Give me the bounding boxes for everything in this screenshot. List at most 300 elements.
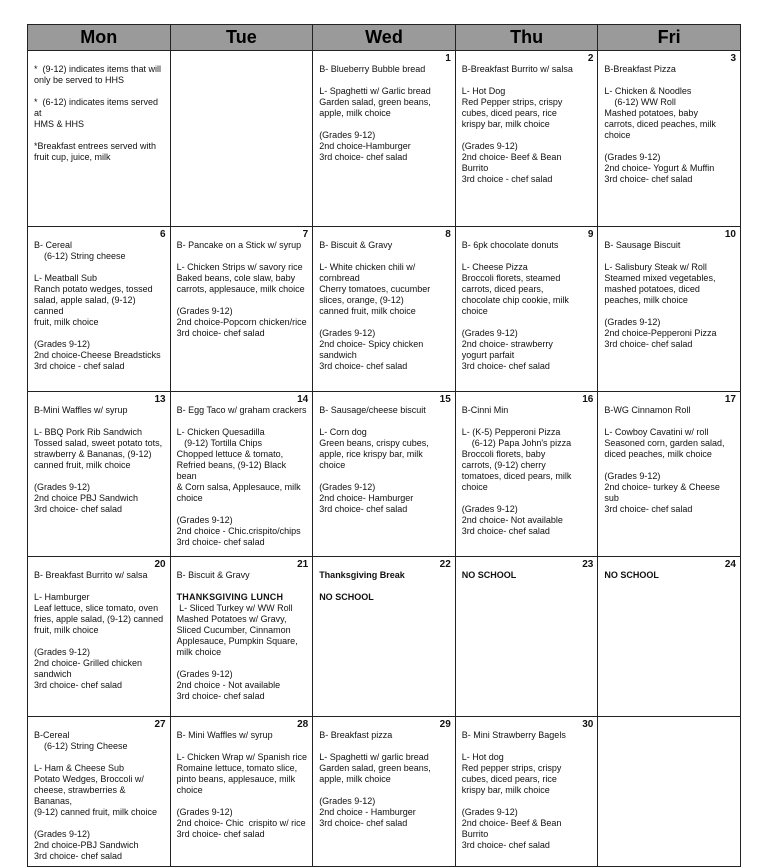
menu-line: 3rd choice- chef salad — [319, 361, 408, 371]
menu-line: 2nd choice-Pepperoni Pizza — [604, 328, 717, 338]
menu-line — [34, 86, 166, 97]
day-number: 16 — [582, 394, 594, 405]
menu-line: L- BBQ Pork Rib Sandwich — [34, 427, 143, 437]
menu-line: B- Mini Strawberry Bagels — [461, 730, 566, 740]
menu-line: & Corn salsa, Applesauce, milk — [176, 482, 301, 492]
menu-entries — [177, 405, 309, 548]
menu-line: Seasoned corn, garden salad, — [604, 438, 725, 448]
menu-entries — [34, 405, 166, 515]
menu-line: 3rd choice- chef salad — [319, 152, 408, 162]
menu-line: Sliced Cucumber, Cinnamon — [176, 625, 291, 635]
menu-line: Baked beans, cole slaw, baby — [176, 273, 296, 283]
menu-line: cubes, diced pears, rice — [461, 108, 557, 118]
menu-line: B- Sausage/cheese biscuit — [319, 405, 426, 415]
menu-line: 2nd choice - Not available — [176, 680, 281, 690]
menu-line: *Breakfast entrees served with — [34, 141, 157, 151]
menu-line — [319, 251, 451, 262]
menu-line: mashed potatoes, diced — [604, 284, 700, 294]
menu-line: (6-12) String Cheese — [34, 741, 128, 751]
menu-line: salad, apple salad, (9-12) canned — [34, 295, 139, 316]
menu-line: B- Biscuit & Gravy — [176, 570, 250, 580]
day-number: 30 — [582, 719, 594, 730]
menu-line — [34, 328, 166, 339]
menu-line: krispy bar, milk choice — [461, 119, 550, 129]
week-row — [28, 392, 741, 557]
menu-line: 2nd choice- Grilled chicken — [34, 658, 143, 668]
menu-line: Cherry tomatoes, cucumber — [319, 284, 431, 294]
menu-line — [177, 741, 309, 752]
menu-line: fruit, milk choice — [34, 625, 99, 635]
menu-entries — [177, 240, 309, 339]
menu-line: 2nd choice- Not available — [461, 515, 563, 525]
menu-line: (9-12) canned fruit, milk choice — [34, 807, 158, 817]
menu-line: 3rd choice- chef salad — [34, 851, 123, 861]
menu-line — [319, 581, 451, 592]
menu-line — [604, 251, 736, 262]
menu-line: (Grades 9-12) — [461, 328, 518, 338]
week-row — [28, 557, 741, 717]
menu-line: B- Cereal — [34, 240, 73, 250]
menu-line: THANKSGIVING LUNCH — [176, 592, 284, 602]
day-cell-tue — [170, 392, 313, 557]
menu-line: 3rd choice- chef salad — [319, 818, 408, 828]
menu-line: (Grades 9-12) — [604, 152, 661, 162]
menu-line: Mashed potatoes, baby — [604, 108, 698, 118]
menu-line: (9-12) Tortilla Chips — [176, 438, 262, 448]
menu-line: B- Egg Taco w/ graham crackers — [176, 405, 307, 415]
menu-line — [177, 416, 309, 427]
menu-line: tomatoes, diced pears, milk — [461, 471, 572, 481]
menu-line: slices, orange, (9-12) — [319, 295, 404, 305]
menu-line: Garden salad, green beans, — [319, 97, 431, 107]
menu-line: Burrito — [461, 163, 489, 173]
header-mon: Mon — [28, 25, 171, 51]
day-number — [34, 53, 166, 64]
day-number: 13 — [154, 394, 166, 405]
day-cell-fri — [598, 227, 741, 392]
menu-line: (Grades 9-12) — [319, 482, 376, 492]
menu-line: 2nd choice- turkey & Cheese — [604, 482, 720, 492]
day-number: 24 — [724, 559, 736, 570]
menu-line: 2nd choice- strawberry — [461, 339, 553, 349]
day-cell-wed — [313, 227, 456, 392]
menu-line: fruit, milk choice — [34, 317, 99, 327]
day-number: 2 — [587, 53, 594, 64]
menu-line: sandwich — [34, 669, 72, 679]
menu-line: B-Cinni Min — [461, 405, 509, 415]
menu-line: Garden salad, green beans, — [319, 763, 431, 773]
menu-line: L- Hamburger — [34, 592, 90, 602]
day-cell-wed — [313, 392, 456, 557]
menu-entries — [604, 64, 736, 185]
menu-line: B-Mini Waffles w/ syrup — [34, 405, 128, 415]
menu-line — [462, 130, 594, 141]
menu-line: 3rd choice- chef salad — [604, 174, 693, 184]
menu-line: choice — [176, 493, 203, 503]
menu-line: 3rd choice- chef salad — [176, 537, 265, 547]
menu-line — [34, 130, 166, 141]
menu-line: L- Cheese Pizza — [461, 262, 528, 272]
calendar-table — [27, 24, 741, 867]
menu-line: peaches, milk choice — [604, 295, 688, 305]
menu-line: 3rd choice- chef salad — [34, 680, 123, 690]
day-cell-thu — [455, 717, 598, 867]
menu-line — [462, 796, 594, 807]
menu-line — [34, 818, 166, 829]
menu-line: B- Sausage Biscuit — [604, 240, 681, 250]
menu-line — [177, 295, 309, 306]
day-number: 14 — [297, 394, 309, 405]
menu-line: B- Pancake on a Stick w/ syrup — [176, 240, 302, 250]
menu-line: L- Spaghetti w/ Garlic bread — [319, 86, 431, 96]
day-cell-wed — [313, 557, 456, 717]
menu-line: chocolate chip cookie, milk — [461, 295, 569, 305]
menu-line — [177, 581, 309, 592]
menu-line: Romaine lettuce, tomato slice, — [176, 763, 298, 773]
menu-line: B- Mini Waffles w/ syrup — [176, 730, 273, 740]
menu-line: 3rd choice - chef salad — [461, 174, 553, 184]
menu-line: 2nd choice- Beef & Bean — [461, 818, 562, 828]
menu-line: apple, milk choice — [319, 774, 391, 784]
menu-line — [177, 504, 309, 515]
lunch-menu-calendar — [27, 24, 741, 867]
menu-line — [319, 785, 451, 796]
menu-line: 3rd choice- chef salad — [604, 339, 693, 349]
day-cell-wed — [313, 51, 456, 227]
menu-line: L- (K-5) Pepperoni Pizza — [461, 427, 561, 437]
menu-line: 3rd choice- chef salad — [319, 504, 408, 514]
menu-line — [34, 636, 166, 647]
day-cell-tue — [170, 557, 313, 717]
menu-entries — [319, 570, 451, 603]
menu-line: L- Chicken & Noodles — [604, 86, 692, 96]
day-number: 22 — [439, 559, 451, 570]
menu-line: L- Spaghetti w/ garlic bread — [319, 752, 429, 762]
menu-line — [319, 416, 451, 427]
menu-line: Red Pepper strips, crispy — [461, 97, 563, 107]
menu-line: (Grades 9-12) — [461, 807, 518, 817]
menu-line: 2nd choice - Chic.crispito/chips — [176, 526, 301, 536]
menu-entries — [34, 240, 166, 372]
menu-line: Broccoli florets, steamed — [461, 273, 561, 283]
day-number: 8 — [445, 229, 451, 240]
menu-line: yogurt parfait — [461, 350, 515, 360]
menu-line: apple, milk choice — [319, 108, 391, 118]
weekday-header-row — [28, 25, 741, 51]
menu-line: (Grades 9-12) — [319, 796, 376, 806]
menu-line: (Grades 9-12) — [319, 130, 376, 140]
menu-line: L- Chicken Wrap w/ Spanish rice — [176, 752, 307, 762]
menu-line: canned fruit, milk choice — [34, 460, 131, 470]
menu-line: (Grades 9-12) — [461, 504, 518, 514]
menu-line: Mashed Potatoes w/ Gravy, — [176, 614, 287, 624]
menu-line: fries, apple salad, (9-12) canned — [34, 614, 164, 624]
menu-line — [34, 416, 166, 427]
menu-line: 3rd choice- chef salad — [34, 504, 123, 514]
menu-line — [319, 471, 451, 482]
menu-line: (Grades 9-12) — [176, 807, 233, 817]
menu-line: (6-12) WW Roll — [604, 97, 676, 107]
menu-line: choice — [176, 785, 203, 795]
week-row — [28, 51, 741, 227]
menu-line: (Grades 9-12) — [34, 482, 91, 492]
menu-line: L- Chicken Quesadilla — [176, 427, 265, 437]
menu-line — [604, 75, 736, 86]
menu-line — [604, 306, 736, 317]
menu-line: krispy bar, milk choice — [461, 785, 550, 795]
day-cell-fri — [598, 51, 741, 227]
menu-line: L- Meatball Sub — [34, 273, 98, 283]
day-number — [177, 53, 309, 64]
day-number: 1 — [445, 53, 451, 64]
menu-line: L- Chicken Strips w/ savory rice — [176, 262, 303, 272]
week-row — [28, 227, 741, 392]
day-cell-thu — [455, 392, 598, 557]
menu-line: carrots, diced peaches, milk — [604, 119, 716, 129]
menu-line: (Grades 9-12) — [604, 317, 661, 327]
menu-line: (Grades 9-12) — [319, 328, 376, 338]
menu-line — [177, 796, 309, 807]
menu-entries — [604, 405, 736, 515]
day-number: 6 — [160, 229, 166, 240]
menu-line: 2nd choice- Chic crispito w/ rice — [176, 818, 306, 828]
menu-line: carrots, (9-12) cherry — [461, 460, 546, 470]
menu-line: 2nd choice-Hamburger — [319, 141, 411, 151]
menu-line — [462, 75, 594, 86]
day-cell-fri — [598, 392, 741, 557]
day-cell-mon — [28, 51, 171, 227]
menu-line: B- 6pk chocolate donuts — [461, 240, 559, 250]
menu-line: (Grades 9-12) — [604, 471, 661, 481]
menu-line — [177, 658, 309, 669]
menu-line: B- Blueberry Bubble bread — [319, 64, 426, 74]
menu-line — [34, 752, 166, 763]
day-number: 15 — [439, 394, 451, 405]
header-fri: Fri — [598, 25, 741, 51]
menu-line: (Grades 9-12) — [176, 306, 233, 316]
menu-line: 3rd choice- chef salad — [176, 328, 265, 338]
menu-entries — [34, 64, 166, 163]
day-cell-tue — [170, 51, 313, 227]
menu-line: (Grades 9-12) — [34, 829, 91, 839]
menu-line: L- Sliced Turkey w/ WW Roll — [176, 603, 293, 613]
menu-line: L- Hot Dog — [461, 86, 506, 96]
day-number: 3 — [730, 53, 736, 64]
day-number: 23 — [582, 559, 594, 570]
day-number: 17 — [724, 394, 736, 405]
menu-line: 2nd choice PBJ Sandwich — [34, 493, 139, 503]
day-cell-fri — [598, 557, 741, 717]
menu-line — [462, 741, 594, 752]
menu-line: only be served to HHS — [34, 75, 125, 85]
menu-line: cheese, strawberries & Bananas, — [34, 785, 129, 806]
day-cell-mon — [28, 227, 171, 392]
menu-line: 3rd choice- chef salad — [461, 840, 550, 850]
menu-entries — [462, 240, 594, 372]
day-cell-thu — [455, 557, 598, 717]
menu-line: HMS & HHS — [34, 119, 85, 129]
menu-line — [34, 262, 166, 273]
menu-line: (Grades 9-12) — [176, 515, 233, 525]
menu-line: milk choice — [176, 647, 222, 657]
menu-line: NO SCHOOL — [604, 570, 659, 580]
menu-line: 3rd choice- chef salad — [176, 829, 265, 839]
day-cell-thu — [455, 227, 598, 392]
menu-line: Ranch potato wedges, tossed — [34, 284, 153, 294]
menu-entries — [34, 730, 166, 862]
menu-entries — [319, 240, 451, 372]
menu-line: canned fruit, milk choice — [319, 306, 416, 316]
menu-line: L- Cowboy Cavatini w/ roll — [604, 427, 709, 437]
menu-line: apple, rice krispy bar, milk — [319, 449, 423, 459]
menu-line: * (9-12) indicates items that will — [34, 64, 162, 74]
menu-entries — [462, 730, 594, 851]
menu-line — [604, 416, 736, 427]
menu-line — [177, 251, 309, 262]
day-cell-fri — [598, 717, 741, 867]
menu-line: 3rd choice- chef salad — [461, 526, 550, 536]
week-row — [28, 717, 741, 867]
day-cell-mon — [28, 717, 171, 867]
menu-entries — [177, 730, 309, 840]
menu-line: 2nd choice-Cheese Breadsticks — [34, 350, 161, 360]
menu-line: Tossed salad, sweet potato tots, — [34, 438, 163, 448]
menu-line: 2nd choice- Spicy chicken — [319, 339, 424, 349]
menu-line — [462, 416, 594, 427]
day-number: 29 — [439, 719, 451, 730]
menu-line: Refried beans, (9-12) Black bean — [176, 460, 289, 481]
menu-line — [319, 75, 451, 86]
day-cell-tue — [170, 717, 313, 867]
menu-line: strawberry & Bananas, (9-12) — [34, 449, 152, 459]
menu-line: cubes, diced pears, rice — [461, 774, 557, 784]
menu-line: choice — [461, 306, 488, 316]
menu-line: cornbread — [319, 273, 360, 283]
menu-line: B-WG Cinnamon Roll — [604, 405, 691, 415]
menu-entries — [462, 405, 594, 537]
menu-line — [34, 581, 166, 592]
header-tue: Tue — [170, 25, 313, 51]
menu-line — [34, 471, 166, 482]
menu-line: (Grades 9-12) — [461, 141, 518, 151]
day-number: 7 — [302, 229, 309, 240]
menu-line: sub — [604, 493, 619, 503]
menu-entries — [604, 240, 736, 350]
menu-line: L- Hot dog — [461, 752, 504, 762]
menu-line: Potato Wedges, Broccoli w/ — [34, 774, 144, 784]
menu-line: diced peaches, milk choice — [604, 449, 712, 459]
day-number: 9 — [587, 229, 594, 240]
menu-line — [319, 741, 451, 752]
header-thu: Thu — [455, 25, 598, 51]
day-number: 27 — [154, 719, 166, 730]
menu-entries — [604, 570, 736, 581]
menu-line: Green beans, crispy cubes, — [319, 438, 429, 448]
day-number: 21 — [297, 559, 309, 570]
menu-line: choice — [461, 482, 488, 492]
menu-entries — [319, 405, 451, 515]
menu-entries — [462, 570, 594, 581]
menu-line: 3rd choice- chef salad — [604, 504, 693, 514]
menu-entries — [177, 570, 309, 702]
menu-line: L- White chicken chili w/ — [319, 262, 416, 272]
menu-entries — [319, 64, 451, 163]
menu-line: pinto beans, applesauce, milk — [176, 774, 296, 784]
menu-line — [462, 251, 594, 262]
menu-line: B-Breakfast Pizza — [604, 64, 676, 74]
day-cell-mon — [28, 392, 171, 557]
menu-line: L- Salisbury Steak w/ Roll — [604, 262, 707, 272]
menu-line: 3rd choice- chef salad — [176, 691, 265, 701]
menu-line: Thanksgiving Break — [319, 570, 405, 580]
menu-line: NO SCHOOL — [461, 570, 517, 580]
menu-entries — [462, 64, 594, 185]
menu-line: 2nd choice - Hamburger — [319, 807, 416, 817]
menu-line: sandwich — [319, 350, 357, 360]
menu-line: Leaf lettuce, slice tomato, oven — [34, 603, 159, 613]
menu-line: L- Ham & Cheese Sub — [34, 763, 125, 773]
menu-line — [462, 317, 594, 328]
menu-line: (Grades 9-12) — [34, 339, 91, 349]
menu-line: (Grades 9-12) — [34, 647, 91, 657]
menu-line: carrots, diced pears, — [461, 284, 544, 294]
menu-line: B- Breakfast Burrito w/ salsa — [34, 570, 148, 580]
menu-line: 2nd choice- Yogurt & Muffin — [604, 163, 715, 173]
menu-line: B- Biscuit & Gravy — [319, 240, 393, 250]
menu-line — [319, 317, 451, 328]
menu-line: Burrito — [461, 829, 489, 839]
day-number: 10 — [724, 229, 736, 240]
menu-line: 2nd choice- Beef & Bean — [461, 152, 562, 162]
day-number: 20 — [154, 559, 166, 570]
menu-line: Steamed mixed vegetables, — [604, 273, 716, 283]
menu-line: Chopped lettuce & tomato, — [176, 449, 284, 459]
menu-line: Red pepper strips, crispy — [461, 763, 562, 773]
menu-line: Broccoli florets, baby — [461, 449, 546, 459]
day-number: 28 — [297, 719, 309, 730]
menu-line: choice — [319, 460, 346, 470]
menu-line: 2nd choice- Hamburger — [319, 493, 414, 503]
day-cell-thu — [455, 51, 598, 227]
menu-line — [604, 460, 736, 471]
menu-line: Applesauce, Pumpkin Square, — [176, 636, 298, 646]
menu-line: choice — [604, 130, 631, 140]
menu-line: 2nd choice-Popcorn chicken/rice — [176, 317, 307, 327]
menu-line: 3rd choice- chef salad — [461, 361, 550, 371]
menu-line: B-Cereal — [34, 730, 70, 740]
day-cell-wed — [313, 717, 456, 867]
menu-line: B- Breakfast pizza — [319, 730, 393, 740]
day-cell-mon — [28, 557, 171, 717]
menu-line: 3rd choice - chef salad — [34, 361, 125, 371]
menu-line: (Grades 9-12) — [176, 669, 233, 679]
day-cell-tue — [170, 227, 313, 392]
menu-line — [319, 119, 451, 130]
menu-line — [604, 141, 736, 152]
menu-line: NO SCHOOL — [319, 592, 374, 602]
menu-entries — [34, 570, 166, 691]
menu-line: * (6-12) indicates items served at — [34, 97, 161, 118]
menu-line: L- Corn dog — [319, 427, 367, 437]
menu-entries — [319, 730, 451, 829]
menu-line: fruit cup, juice, milk — [34, 152, 111, 162]
menu-line: carrots, applesauce, milk choice — [176, 284, 305, 294]
header-wed: Wed — [313, 25, 456, 51]
menu-line: B-Breakfast Burrito w/ salsa — [461, 64, 573, 74]
menu-line: (6-12) Papa John's pizza — [461, 438, 572, 448]
menu-line — [462, 493, 594, 504]
day-number — [604, 719, 736, 730]
